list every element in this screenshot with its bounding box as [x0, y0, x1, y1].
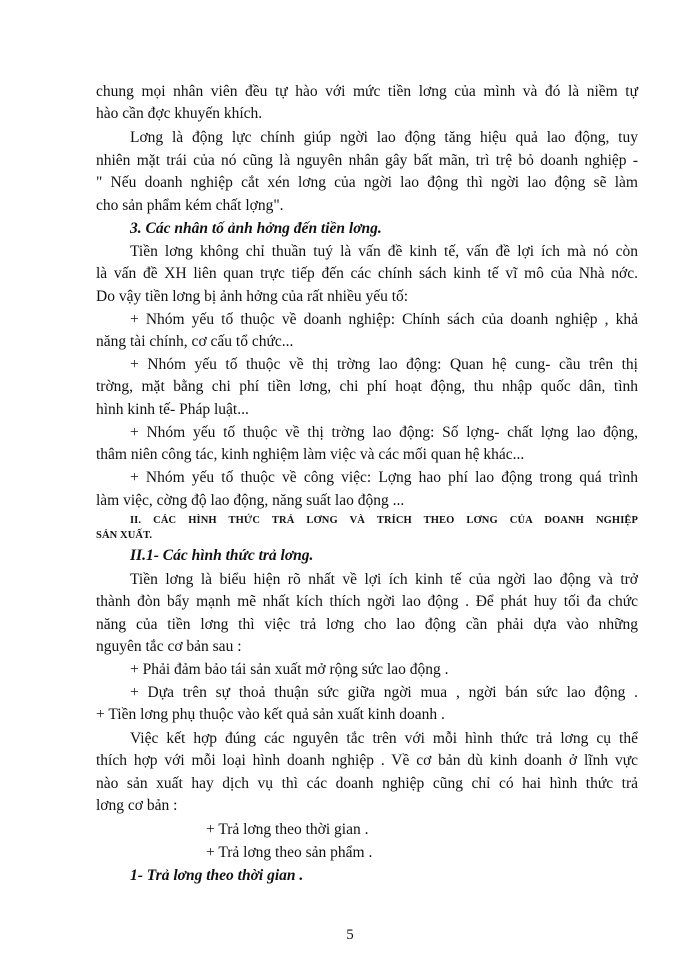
text-line: + Trả lơng theo sản phẩm . [206, 844, 373, 861]
text-line: chung mọi nhân viên đều tự hào với mức tiền lơng của mình và đó là niềm tự [96, 83, 638, 100]
text-line: thành đòn bẩy mạnh mẽ nhất kích thích ngời lao động . Để phát huy tối đa chức [96, 593, 638, 610]
text-line: + Tiền lơng phụ thuộc vào kết quả sản xuất kinh doanh . [96, 706, 445, 723]
section-heading: II.1- Các hình thức trả lơng. [130, 547, 314, 564]
text-line: năng của tiền lơng thì việc trả lơng cho lao động cần phải dựa vào những [96, 616, 638, 633]
text-line: Do vậy tiền lơng bị ảnh hởng của rất nhiều yếu tố: [96, 288, 409, 305]
text-line: làm việc, cờng độ lao động, năng suất lao động ... [96, 492, 405, 509]
text-line: thích hợp với mỗi loại hình doanh nghiệp . Về cơ bản dù kinh doanh ở lĩnh vực [96, 752, 638, 769]
text-line: Lơng là động lực chính giúp ngời lao động tăng hiệu quả lao động, tuy [130, 129, 638, 146]
text-line: + Nhóm yếu tố thuộc về doanh nghiệp: Chính sách của doanh nghiệp , khả [130, 311, 638, 328]
text-line: là vấn đề XH liên quan trực tiếp đến các chính sách kinh tế vĩ mô của Nhà nớc. [96, 265, 638, 282]
text-line: Tiền lơng không chỉ thuần tuý là vấn đề kinh tế, vấn đề lợi ích mà nó còn [130, 243, 638, 260]
text-line: + Nhóm yếu tố thuộc về thị trờng lao động: Số lợng- chất lợng lao động, [130, 424, 638, 441]
text-line: + Trả lơng theo thời gian . [206, 821, 369, 838]
text-line: trờng, mặt bằng chi phí tiền lơng, chi phí hoạt động, thu nhập quốc dân, tình [96, 378, 638, 395]
text-line: hình kinh tế- Pháp luật... [96, 401, 249, 418]
page-number: 5 [346, 927, 354, 943]
text-line: lơng cơ bản : [96, 797, 178, 814]
text-line: + Phải đảm bảo tái sản xuất mở rộng sức lao động . [130, 661, 449, 678]
section-heading: 1- Trả lơng theo thời gian . [130, 867, 304, 884]
chapter-heading: II. CÁC HÌNH THỨC TRẢ LƠNG VÀ TRÍCH THEO LƠNG CỦA DOANH NGHIỆP [130, 515, 638, 526]
text-line: cho sản phẩm kém chất lợng". [96, 197, 284, 214]
text-line: nguyên tắc cơ bản sau : [96, 638, 242, 655]
text-line: + Nhóm yếu tố thuộc về thị trờng lao động: Quan hệ cung- cầu trên thị [130, 356, 638, 373]
text-line: nhiên mặt trái của nó cũng là nguyên nhân gây bất mãn, trì trệ bỏ doanh nghiệp - [96, 152, 638, 169]
text-line: " Nếu doanh nghiệp cắt xén lơng của ngời lao động thì ngời lao động sẽ làm [96, 174, 638, 191]
text-line: Tiền lơng là biểu hiện rõ nhất về lợi ích kinh tế của ngời lao động và trở [130, 571, 638, 588]
text-line: hào cần đợc khuyến khích. [96, 105, 263, 122]
text-line: nào sản xuất hay dịch vụ thì các doanh nghiệp cũng chỉ có hai hình thức trả [96, 775, 638, 792]
chapter-heading-cont: SẢN XUẤT. [96, 530, 153, 541]
section-heading: 3. Các nhân tố ảnh hởng đến tiền lơng. [130, 220, 382, 237]
text-line: thâm niên công tác, kinh nghiệm làm việc và các mối quan hệ khác... [96, 446, 525, 463]
text-line: Việc kết hợp đúng các nguyên tắc trên với mỗi hình thức trả lơng cụ thể [130, 730, 638, 747]
text-line: năng tài chính, cơ cấu tổ chức... [96, 333, 294, 350]
text-line: + Dựa trên sự thoả thuận sức giữa ngời mua , ngời bán sức lao động . [130, 684, 638, 701]
text-line: + Nhóm yếu tố thuộc về công việc: Lợng hao phí lao động trong quá trình [130, 469, 638, 486]
